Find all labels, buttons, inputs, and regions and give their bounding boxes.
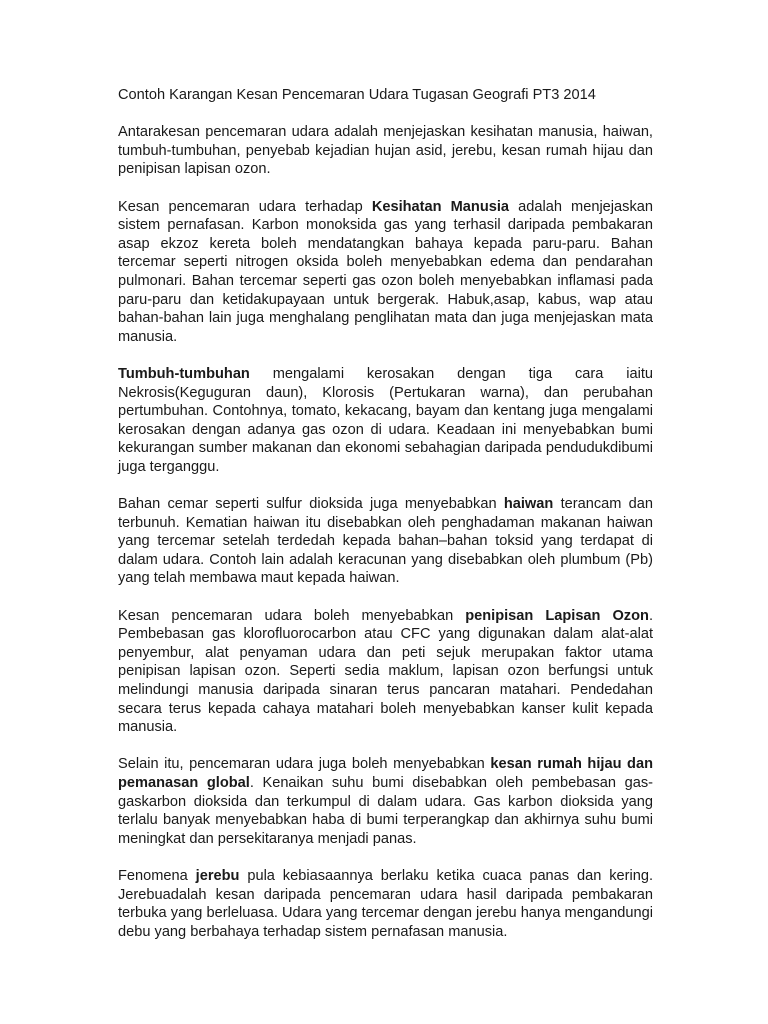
bold-term: kesan rumah hijau dan pemanasan global (118, 756, 653, 791)
text-run: terancam dan terbunuh. Kematian haiwan itu disebabkan oleh penghadaman makanan haiwan yang tercemar setelah terdedah kepada bahan–bahan toksid yang terdapat di dalam udara. Contoh lain adalah keracunan yang disebabkan oleh plumbum (Pb) yang telah membawa maut kepada haiwan. (118, 496, 654, 587)
text-run: Kesan pencemaran udara terhadap (118, 198, 372, 215)
paragraph (118, 755, 653, 848)
text-run: Fenomena (118, 867, 196, 884)
paragraph (118, 495, 653, 588)
bold-term: penipisan Lapisan Ozon (465, 607, 649, 624)
text-run: Kesan pencemaran udara boleh menyebabkan (118, 607, 466, 624)
paragraph (118, 198, 653, 347)
text-run: mengalami kerosakan dengan tiga cara iaitu Nekrosis(Keguguran daun), Klorosis (Pertukaran warna), dan perubahan pertumbuhan. Contohnya, tomato, kekacang, bayam dan kentang juga mengalami kerosakan dengan adanya gas ozon di udara. Keadaan ini menyebabkan bumi kekurangan sumber makanan dan ekonomi sebahagian daripada pendudukdibumi juga terganggu. (118, 365, 653, 475)
document-body (118, 123, 653, 941)
paragraph (118, 123, 653, 179)
text-run: . Kenaikan suhu bumi disebabkan oleh pembebasan gas-gaskarbon dioksida dan terkumpul di dalam udara. Gas karbon dioksida yang terlalu banyak menyebabkan haba di bumi terperangkap dan akhirnya suhu bumi meningkat dan persekitaranya menjadi panas. (118, 774, 653, 847)
text-run: Bahan cemar seperti sulfur dioksida juga menyebabkan (118, 496, 504, 513)
text-run: adalah menjejaskan sistem pernafasan. Karbon monoksida gas yang terhasil daripada pembakaran asap ekzoz kereta boleh mendatangkan bahaya kepada paru-paru. Bahan tercemar seperti nitrogen oksida boleh menyebabkan edema dan pendarahan pulmonari. Bahan tercemar seperti gas ozon boleh menyebabkan inflamasi pada paru-paru dan ketidakupayaan untuk bergerak. Habuk,asap, kabus, wap atau bahan-bahan lain juga menghalang penglihatan mata dan juga menjejaskan mata manusia. (118, 198, 653, 345)
bold-term: Kesihatan Manusia (371, 198, 510, 215)
bold-term: Tumbuh-tumbuhan (118, 365, 250, 382)
paragraph (118, 867, 653, 941)
document-page (118, 86, 653, 960)
text-run: pula kebiasaannya berlaku ketika cuaca panas dan kering. Jerebuadalah kesan daripada pencemaran udara hasil daripada pembakaran terbuka yang berleluasa. Udara yang tercemar dengan jerebu hanya mengandungi debu yang berbahaya terhadap sistem pernafasan manusia. (118, 867, 654, 940)
text-run: . Pembebasan gas klorofluorocarbon atau CFC yang digunakan dalam alat-alat penyembur, alat penyaman udara dan peti sejuk merupakan faktor utama penipisan lapisan ozon. Seperti sedia maklum, lapisan ozon berfungsi untuk melindungi manusia daripada sinaran terus pancaran matahari. Pendedahan secara terus kepada cahaya matahari boleh menyebabkan kanser kulit kepada manusia. (118, 607, 653, 736)
paragraph (118, 365, 653, 477)
bold-term: haiwan (503, 496, 554, 513)
bold-term: jerebu (195, 867, 240, 884)
text-run: Antarakesan pencemaran udara adalah menjejaskan kesihatan manusia, haiwan, tumbuh-tumbuhan, penyebab kejadian hujan asid, jerebu, kesan rumah hijau dan penipisan lapisan ozon. (118, 124, 653, 178)
text-run: Selain itu, pencemaran udara juga boleh menyebabkan (118, 756, 491, 773)
document-title: Contoh Karangan Kesan Pencemaran Udara Tugasan Geografi PT3 2014 (118, 87, 596, 103)
paragraph (118, 607, 653, 737)
